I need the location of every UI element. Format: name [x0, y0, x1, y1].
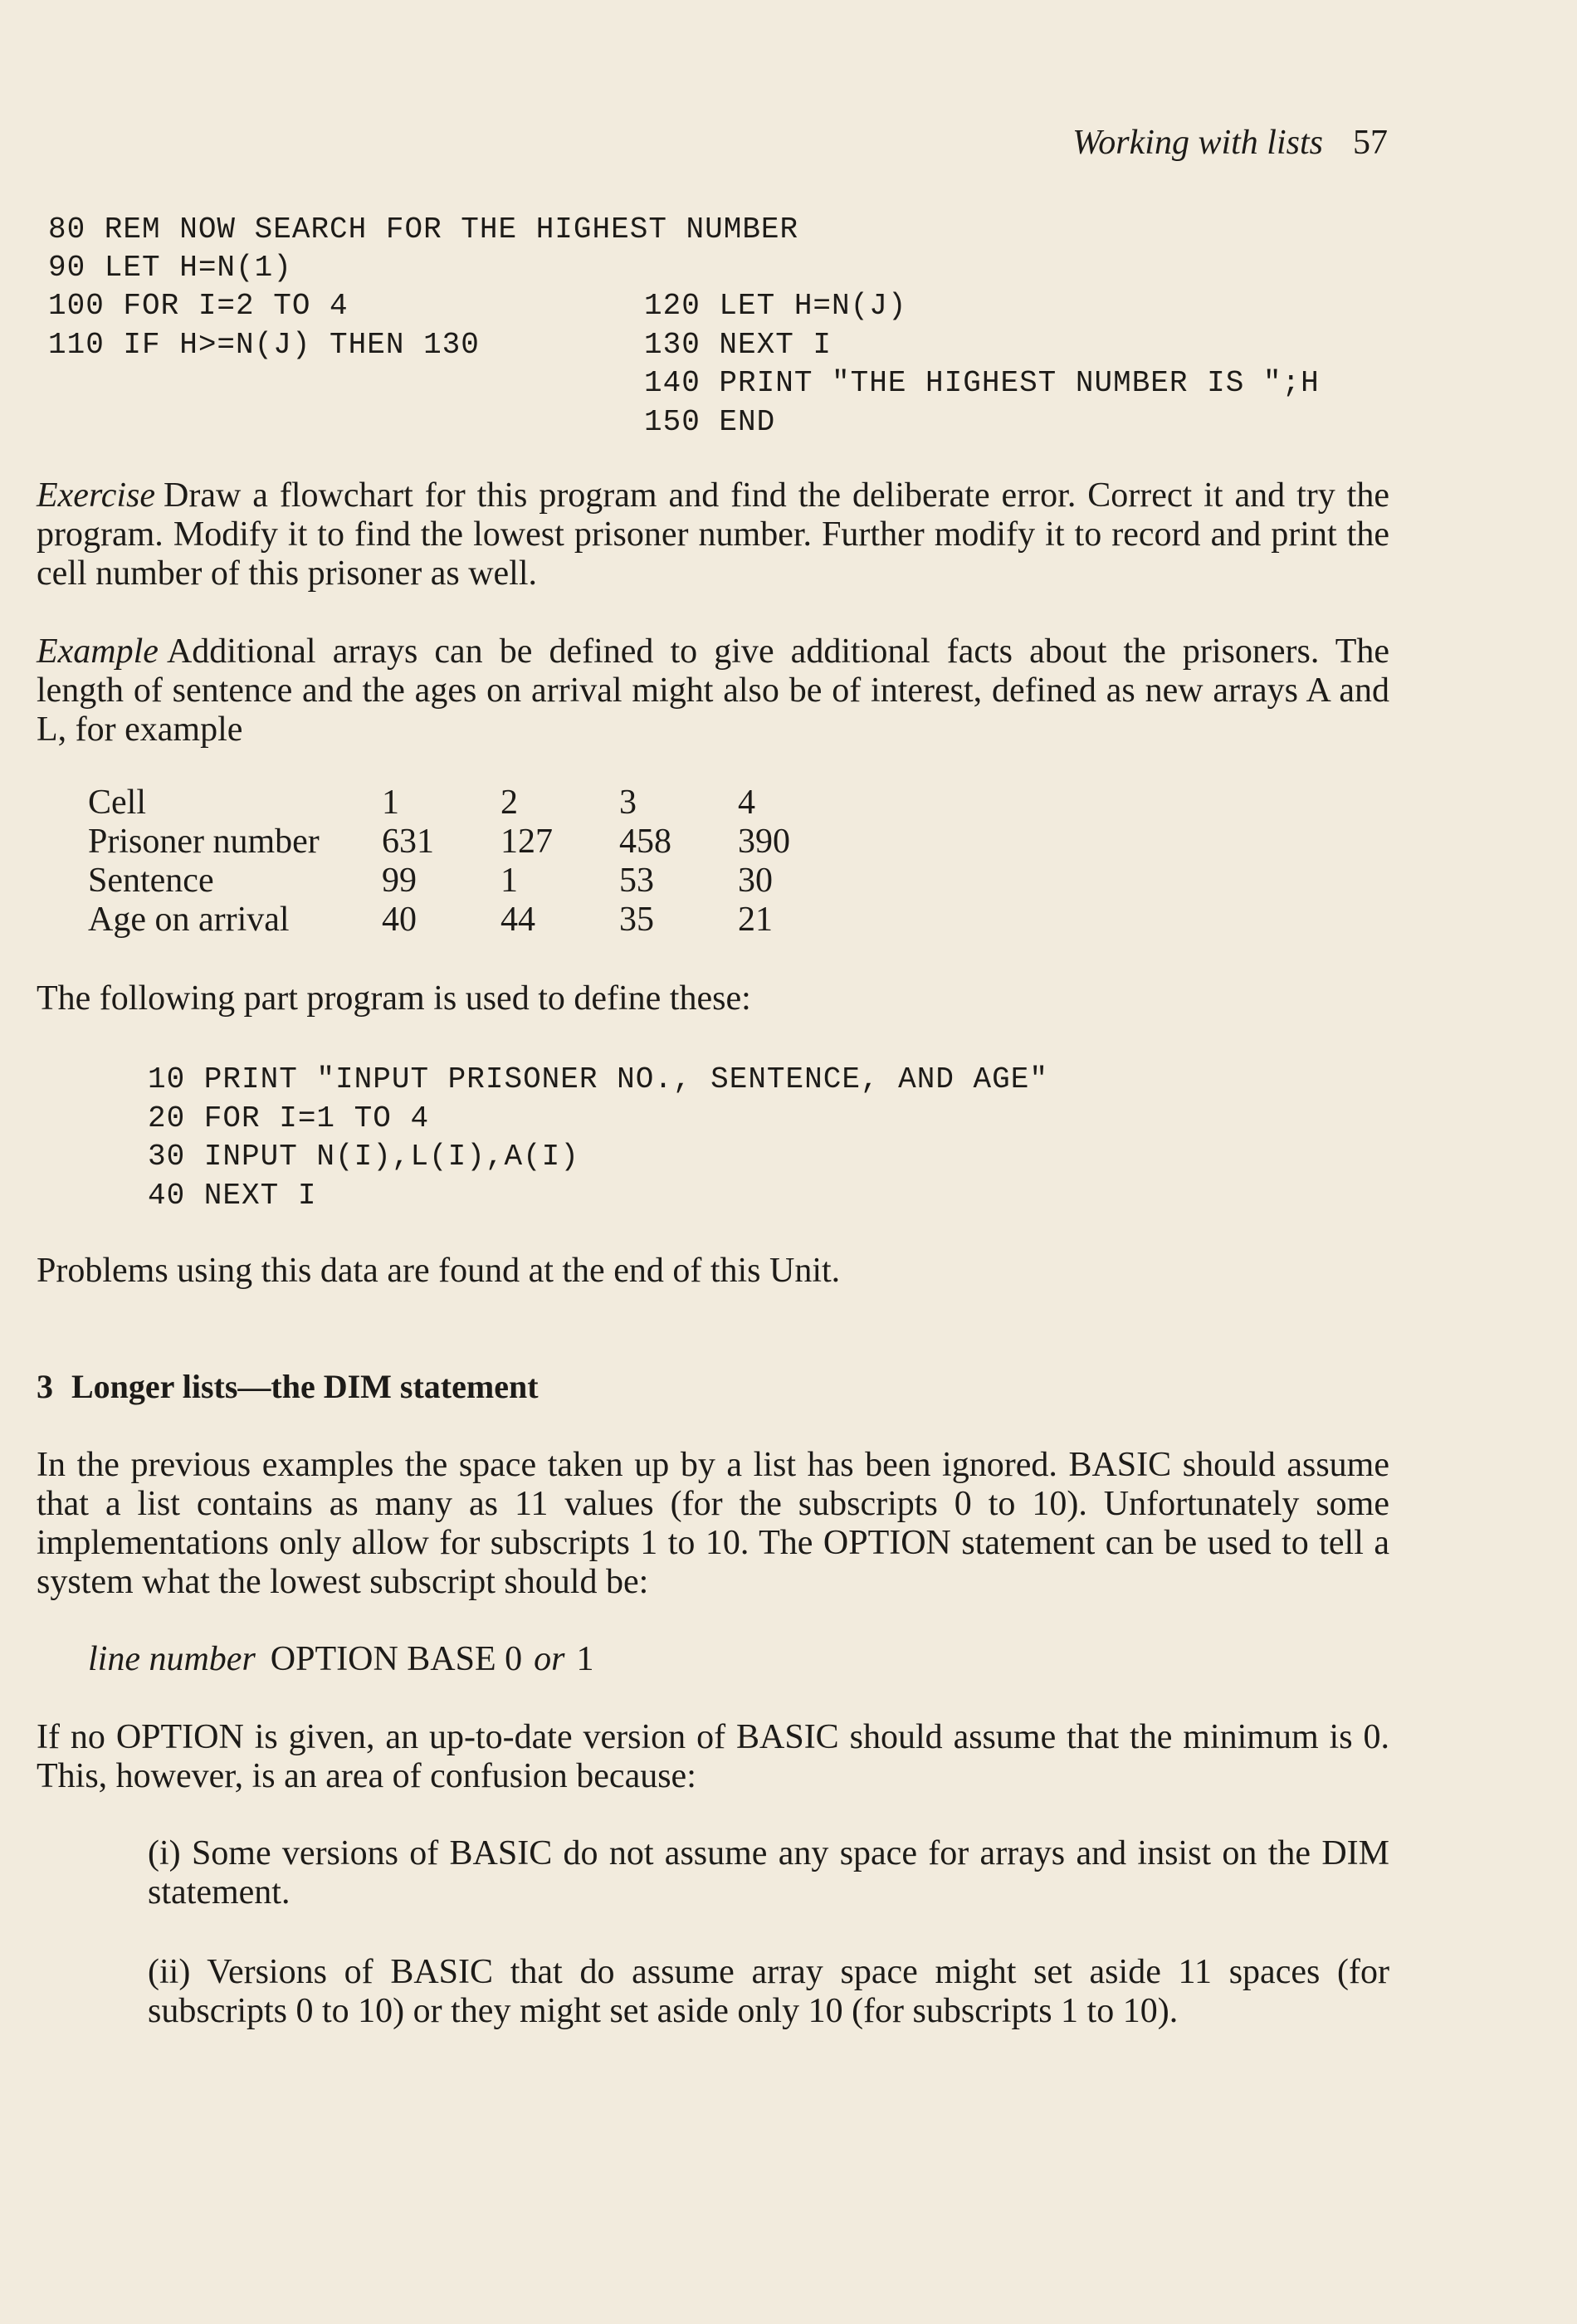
table-row — [88, 901, 857, 940]
table-cell: 1 — [382, 784, 399, 822]
page-header — [1072, 123, 1388, 163]
syntax-alt: 1 — [576, 1640, 594, 1678]
table-cell: 21 — [738, 901, 773, 939]
page-number: 57 — [1353, 124, 1388, 162]
code-line: 140 PRINT "THE HIGHEST NUMBER IS ";H — [644, 366, 1320, 400]
syntax-or: or — [534, 1640, 565, 1678]
section-heading — [37, 1367, 539, 1406]
code-line: 120 LET H=N(J) — [644, 289, 907, 323]
row-label: Age on arrival — [88, 901, 290, 939]
code-line: 30 INPUT N(I),L(I),A(I) — [148, 1140, 579, 1174]
problems-note: Problems using this data are found at the end of this Unit. — [37, 1252, 841, 1290]
example-paragraph — [37, 632, 1389, 749]
table-cell: 4 — [738, 784, 755, 822]
section-paragraph: In the previous examples the space taken up by a list has been ignored. BASIC should assume that a list contains as many as 11 values (for the subscripts 0 to 10). Unfortunately some implementations only allow for subscripts 1 to 10. The OPTION statement can be used to tell a system what the lowest subscript should be: — [37, 1446, 1389, 1601]
code-line: 100 FOR I=2 TO 4 — [48, 289, 349, 323]
exercise-lead: Exercise — [37, 476, 156, 515]
section-number: 3 — [37, 1368, 53, 1405]
code-line: 110 IF H>=N(J) THEN 130 — [48, 328, 480, 362]
code-line: 80 REM NOW SEARCH FOR THE HIGHEST NUMBER — [48, 212, 799, 247]
table-cell: 40 — [382, 901, 417, 939]
example-text: Additional arrays can be defined to give additional facts about the prisoners. The length of sentence and the ages on arrival might also be of interest, defined as new arrays A and L, for example — [37, 632, 1389, 749]
row-label: Sentence — [88, 862, 214, 900]
code-line: 150 END — [644, 405, 776, 439]
table-cell: 44 — [500, 901, 535, 939]
table-cell: 458 — [619, 823, 671, 861]
table-cell: 1 — [500, 862, 518, 900]
table-cell: 99 — [382, 862, 417, 900]
code-line: 90 LET H=N(1) — [48, 251, 292, 285]
syntax-statement: OPTION BASE 0 — [270, 1640, 523, 1678]
row-label: Prisoner number — [88, 823, 320, 861]
syntax-line-number: line number — [88, 1640, 256, 1678]
code-line: 20 FOR I=1 TO 4 — [148, 1101, 430, 1135]
table-cell: 127 — [500, 823, 553, 861]
exercise-paragraph — [37, 476, 1389, 593]
option-syntax — [88, 1639, 594, 1679]
prisoner-table — [88, 784, 857, 940]
example-lead: Example — [37, 632, 159, 671]
code-line: 10 PRINT "INPUT PRISONER NO., SENTENCE, AND AGE" — [148, 1062, 1048, 1096]
exercise-text: Draw a flowchart for this program and find the deliberate error. Correct it and try the program. Modify it to find the lowest prisoner number. Further modify it to record and print the cell number of this prisoner as well. — [37, 476, 1389, 593]
list-item: (i) Some versions of BASIC do not assume any space for arrays and insist on the DIM statement. — [148, 1834, 1389, 1911]
section-title: Longer lists—the DIM statement — [71, 1368, 539, 1405]
table-cell: 3 — [619, 784, 637, 822]
code-line: 130 NEXT I — [644, 328, 832, 362]
table-cell: 390 — [738, 823, 790, 861]
table-cell: 30 — [738, 862, 773, 900]
table-row — [88, 784, 857, 823]
program-intro: The following part program is used to define these: — [37, 979, 751, 1018]
running-title: Working with lists — [1072, 124, 1323, 162]
table-cell: 631 — [382, 823, 434, 861]
table-row — [88, 862, 857, 901]
table-cell: 35 — [619, 901, 654, 939]
option-paragraph: If no OPTION is given, an up-to-date version of BASIC should assume that the minimum is 0. This, however, is an area of confusion because: — [37, 1718, 1389, 1795]
table-cell: 53 — [619, 862, 654, 900]
list-item: (ii) Versions of BASIC that do assume array space might set aside 11 spaces (for subscripts 0 to 10) or they might set aside only 10 (for subscripts 1 to 10). — [148, 1953, 1389, 2030]
code-line: 40 NEXT I — [148, 1179, 317, 1213]
table-row — [88, 823, 857, 862]
table-cell: 2 — [500, 784, 518, 822]
row-label: Cell — [88, 784, 146, 822]
